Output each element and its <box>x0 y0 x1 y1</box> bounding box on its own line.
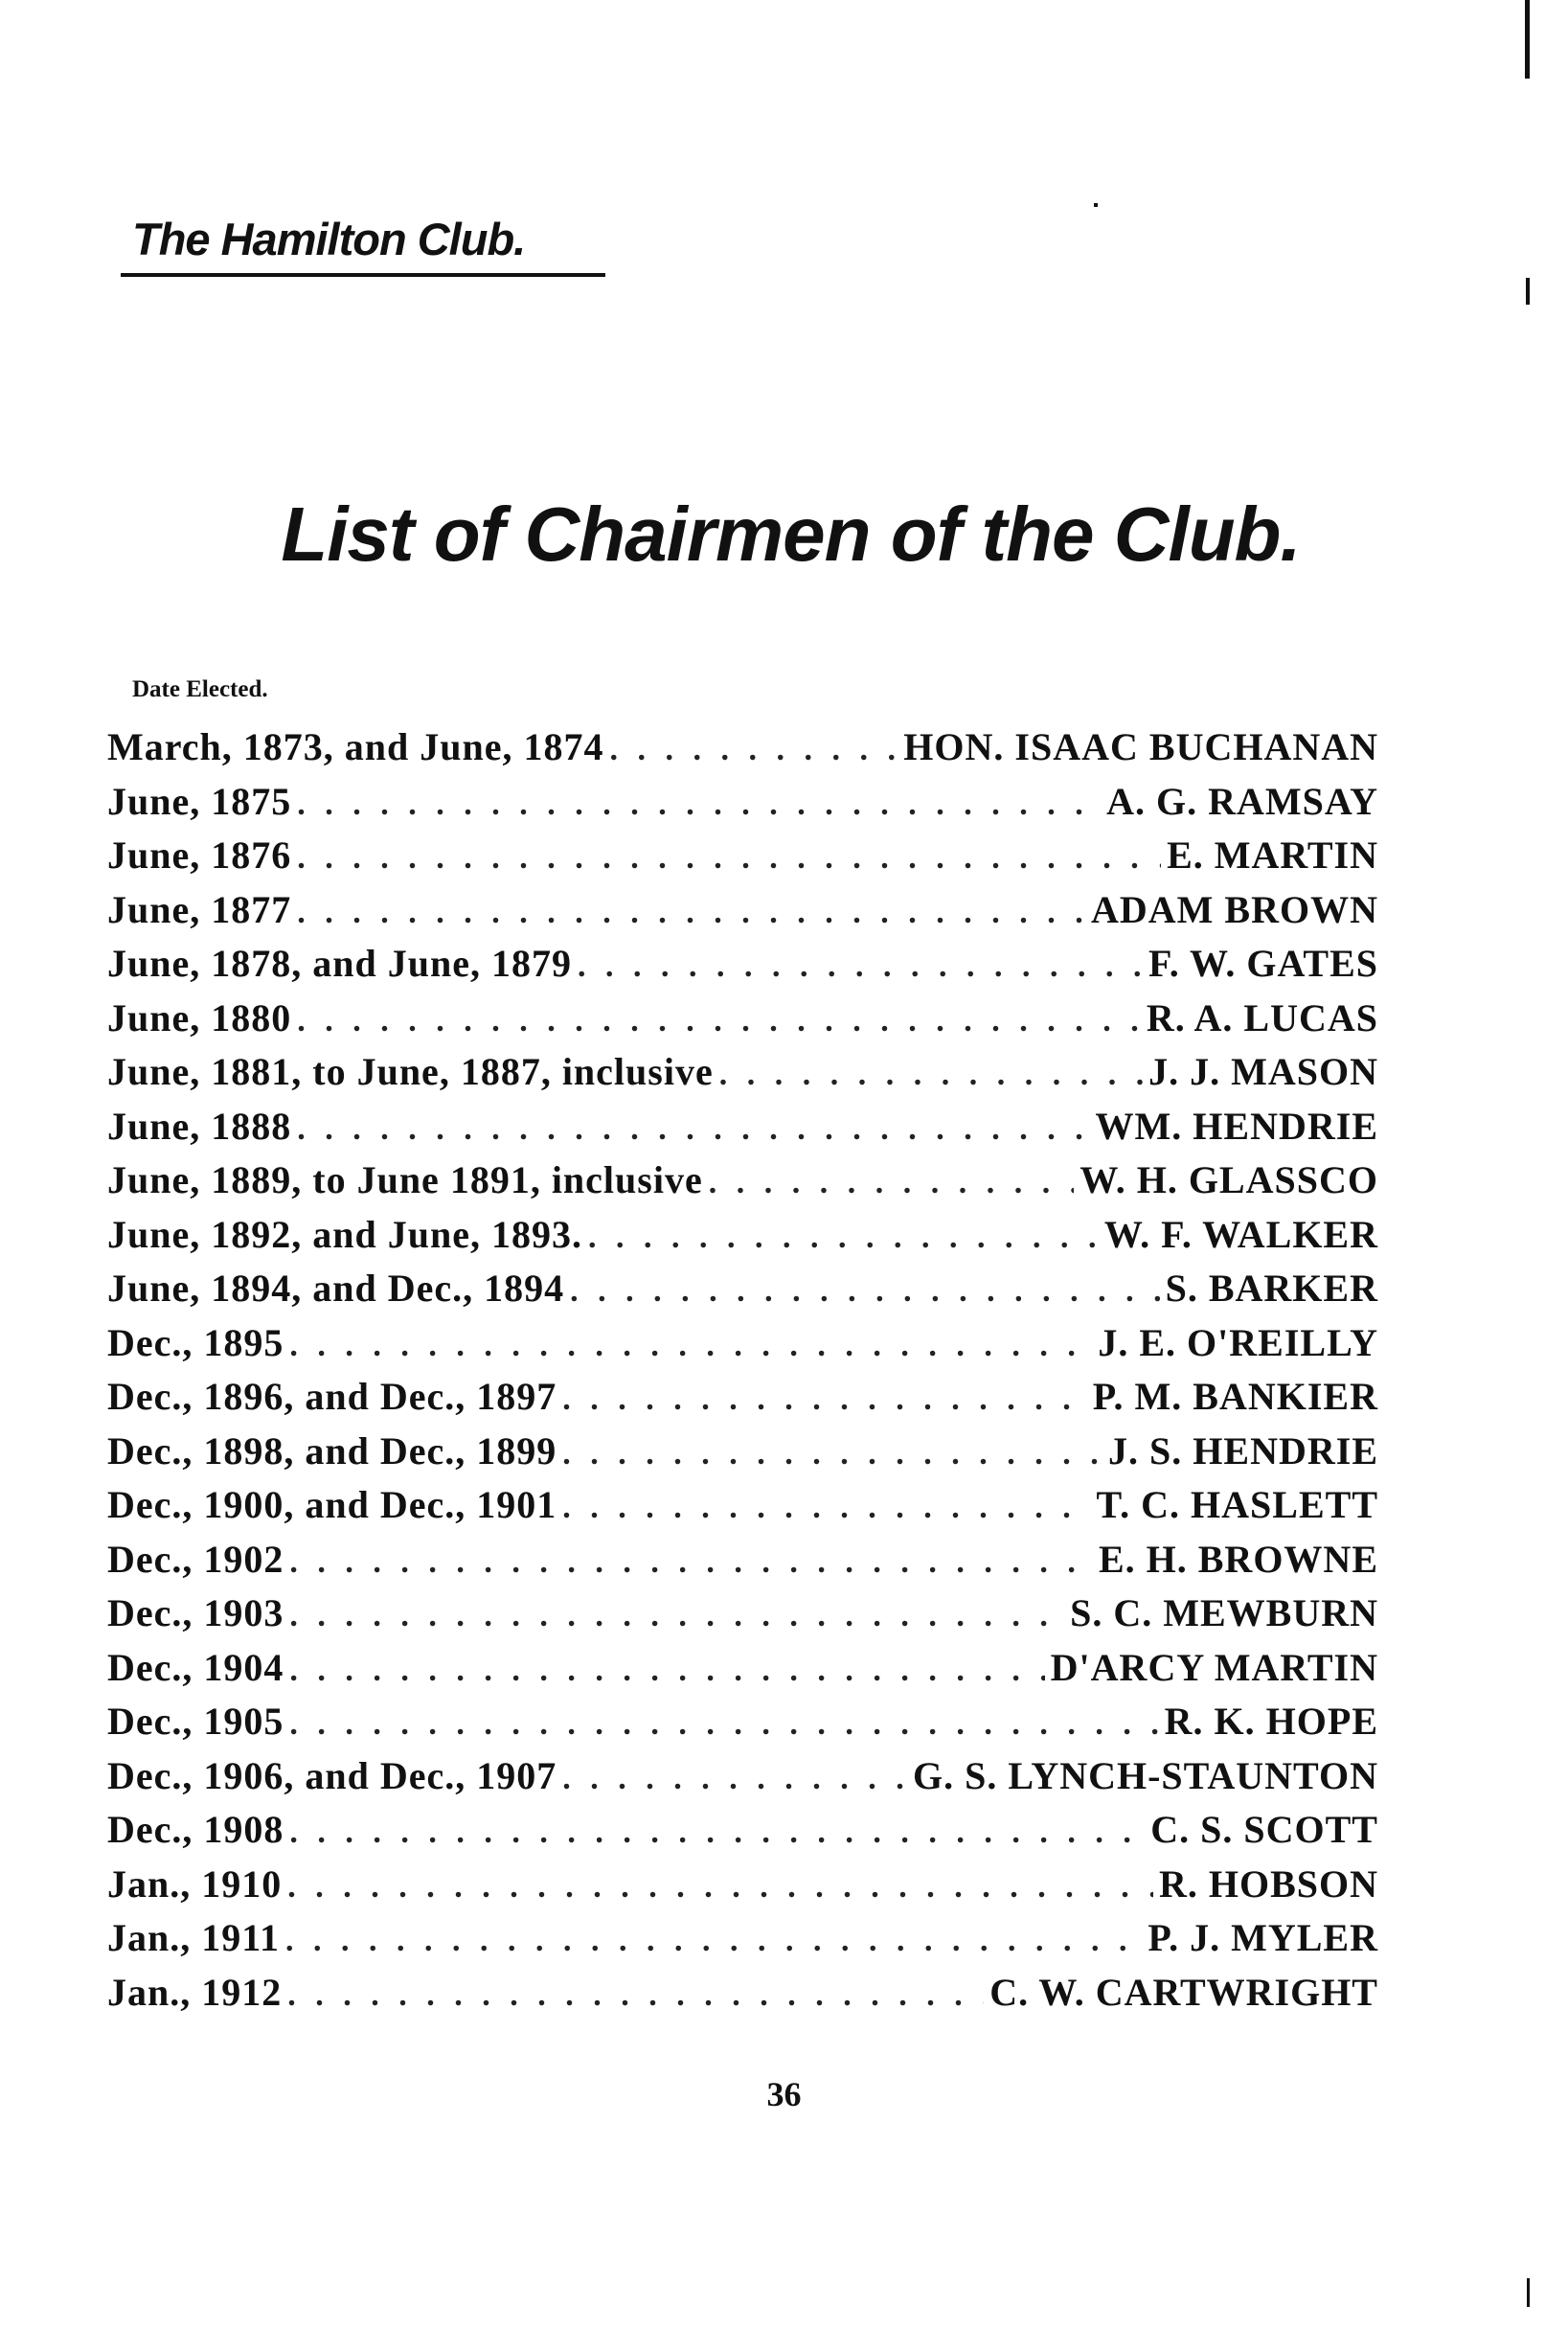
chairman-name: W. F. WALKER <box>1103 1212 1378 1256</box>
date-elected: June, 1880 <box>107 995 292 1039</box>
dot-leader <box>709 1165 1075 1201</box>
date-elected: Jan., 1910 <box>107 1861 283 1906</box>
page-number: 36 <box>766 2075 802 2113</box>
chairman-name: C. W. CARTWRIGHT <box>989 1970 1378 2014</box>
chairman-name: R. A. LUCAS <box>1146 995 1378 1039</box>
list-item <box>107 887 1378 942</box>
dot-leader <box>588 1220 1099 1256</box>
chairman-name: T. C. HASLETT <box>1096 1483 1378 1526</box>
dot-leader <box>287 1869 1153 1906</box>
date-elected: June, 1877 <box>107 887 292 931</box>
date-elected: Dec., 1905 <box>107 1700 284 1743</box>
scan-speck <box>1094 203 1098 207</box>
chairman-name: R. HOBSON <box>1158 1861 1378 1906</box>
chairman-name: P. M. BANKIER <box>1092 1375 1378 1418</box>
dot-leader <box>289 1598 1064 1634</box>
list-item <box>107 1157 1378 1212</box>
dot-leader <box>289 1706 1158 1743</box>
list-item <box>107 1212 1378 1267</box>
chairman-name: J. J. MASON <box>1148 1050 1378 1093</box>
dot-leader <box>578 948 1143 985</box>
chairman-name: E. H. BROWNE <box>1098 1537 1378 1581</box>
dot-leader <box>297 1111 1089 1148</box>
dot-leader <box>297 840 1161 877</box>
dot-leader <box>289 1328 1092 1364</box>
chairmen-list <box>107 724 1378 2023</box>
scan-speck <box>1527 2278 1530 2307</box>
chairman-name: J. S. HENDRIE <box>1108 1428 1378 1473</box>
list-item <box>107 1374 1378 1428</box>
chairman-name: D'ARCY MARTIN <box>1050 1645 1378 1689</box>
chairman-name: S. C. MEWBURN <box>1070 1591 1378 1634</box>
date-elected: Jan., 1911 <box>107 1916 281 1959</box>
date-elected: Dec., 1903 <box>107 1591 284 1634</box>
date-elected: June, 1881, to June, 1887, inclusive <box>107 1050 714 1093</box>
date-elected: Dec., 1896, and Dec., 1897 <box>107 1375 557 1418</box>
dot-leader <box>289 1815 1145 1851</box>
scan-speck <box>1526 278 1530 305</box>
list-item <box>107 995 1378 1050</box>
list-item <box>107 941 1378 995</box>
chairman-name: R. K. HOPE <box>1164 1700 1378 1743</box>
list-item <box>107 1428 1378 1483</box>
chairman-name: HON. ISAAC BUCHANAN <box>903 725 1378 768</box>
dot-leader <box>297 1003 1141 1039</box>
chairman-name: C. S. SCOTT <box>1150 1808 1378 1851</box>
list-item <box>107 833 1378 887</box>
list-item <box>107 1104 1378 1158</box>
list-item <box>107 779 1378 833</box>
dot-leader <box>610 732 898 768</box>
dot-leader <box>297 787 1101 823</box>
dot-leader <box>562 1490 1090 1526</box>
list-item <box>107 724 1378 779</box>
date-elected: Dec., 1898, and Dec., 1899 <box>107 1428 557 1473</box>
date-elected: June, 1876 <box>107 833 292 877</box>
dot-leader <box>562 1381 1087 1418</box>
dot-leader <box>289 1544 1093 1581</box>
list-item <box>107 1861 1378 1916</box>
list-item <box>107 1645 1378 1700</box>
list-item <box>107 1537 1378 1591</box>
running-title-rule <box>121 273 605 277</box>
date-elected: Dec., 1908 <box>107 1808 284 1851</box>
date-elected: Dec., 1906, and Dec., 1907 <box>107 1753 557 1797</box>
chairman-name: WM. HENDRIE <box>1095 1104 1378 1148</box>
list-item <box>107 1699 1378 1753</box>
list-item <box>107 1807 1378 1861</box>
list-item <box>107 1049 1378 1104</box>
list-item <box>107 1970 1378 2024</box>
list-item <box>107 1320 1378 1375</box>
dot-leader <box>570 1273 1159 1310</box>
list-item <box>107 1266 1378 1320</box>
list-item <box>107 1482 1378 1537</box>
chairman-name: S. BARKER <box>1165 1267 1378 1310</box>
date-elected: March, 1873, and June, 1874 <box>107 725 604 768</box>
list-item <box>107 1915 1378 1970</box>
date-elected: June, 1889, to June 1891, inclusive <box>107 1158 703 1201</box>
chairman-name: E. MARTIN <box>1167 833 1378 877</box>
date-elected: Dec., 1904 <box>107 1645 284 1689</box>
dot-leader <box>285 1923 1142 1959</box>
dot-leader <box>562 1761 907 1797</box>
list-item <box>107 1590 1378 1645</box>
date-elected: June, 1875 <box>107 779 292 823</box>
date-elected: Jan., 1912 <box>107 1970 283 2014</box>
dot-leader <box>297 895 1085 931</box>
date-elected: June, 1892, and June, 1893. <box>107 1212 582 1256</box>
chairman-name: J. E. O'REILLY <box>1098 1320 1378 1364</box>
date-elected: June, 1878, and June, 1879 <box>107 942 572 985</box>
page-title: List of Chairmen of the Club. <box>281 491 1301 577</box>
chairman-name: A. G. RAMSAY <box>1106 779 1378 823</box>
chairman-name: G. S. LYNCH-STAUNTON <box>912 1753 1378 1797</box>
list-item <box>107 1753 1378 1808</box>
date-elected: Dec., 1895 <box>107 1320 284 1364</box>
dot-leader <box>719 1057 1143 1093</box>
scan-speck <box>1525 0 1530 79</box>
running-title: The Hamilton Club. <box>132 214 526 264</box>
chairman-name: ADAM BROWN <box>1091 887 1378 931</box>
chairman-name: W. H. GLASSCO <box>1079 1158 1378 1201</box>
dot-leader <box>562 1436 1102 1473</box>
date-elected: Dec., 1902 <box>107 1537 284 1581</box>
date-elected: June, 1894, and Dec., 1894 <box>107 1267 565 1310</box>
date-elected: Dec., 1900, and Dec., 1901 <box>107 1483 557 1526</box>
chairman-name: F. W. GATES <box>1148 942 1378 985</box>
column-heading: Date Elected. <box>132 676 268 702</box>
dot-leader <box>287 1977 984 2014</box>
date-elected: June, 1888 <box>107 1104 292 1148</box>
chairman-name: P. J. MYLER <box>1148 1916 1378 1959</box>
dot-leader <box>289 1653 1044 1689</box>
